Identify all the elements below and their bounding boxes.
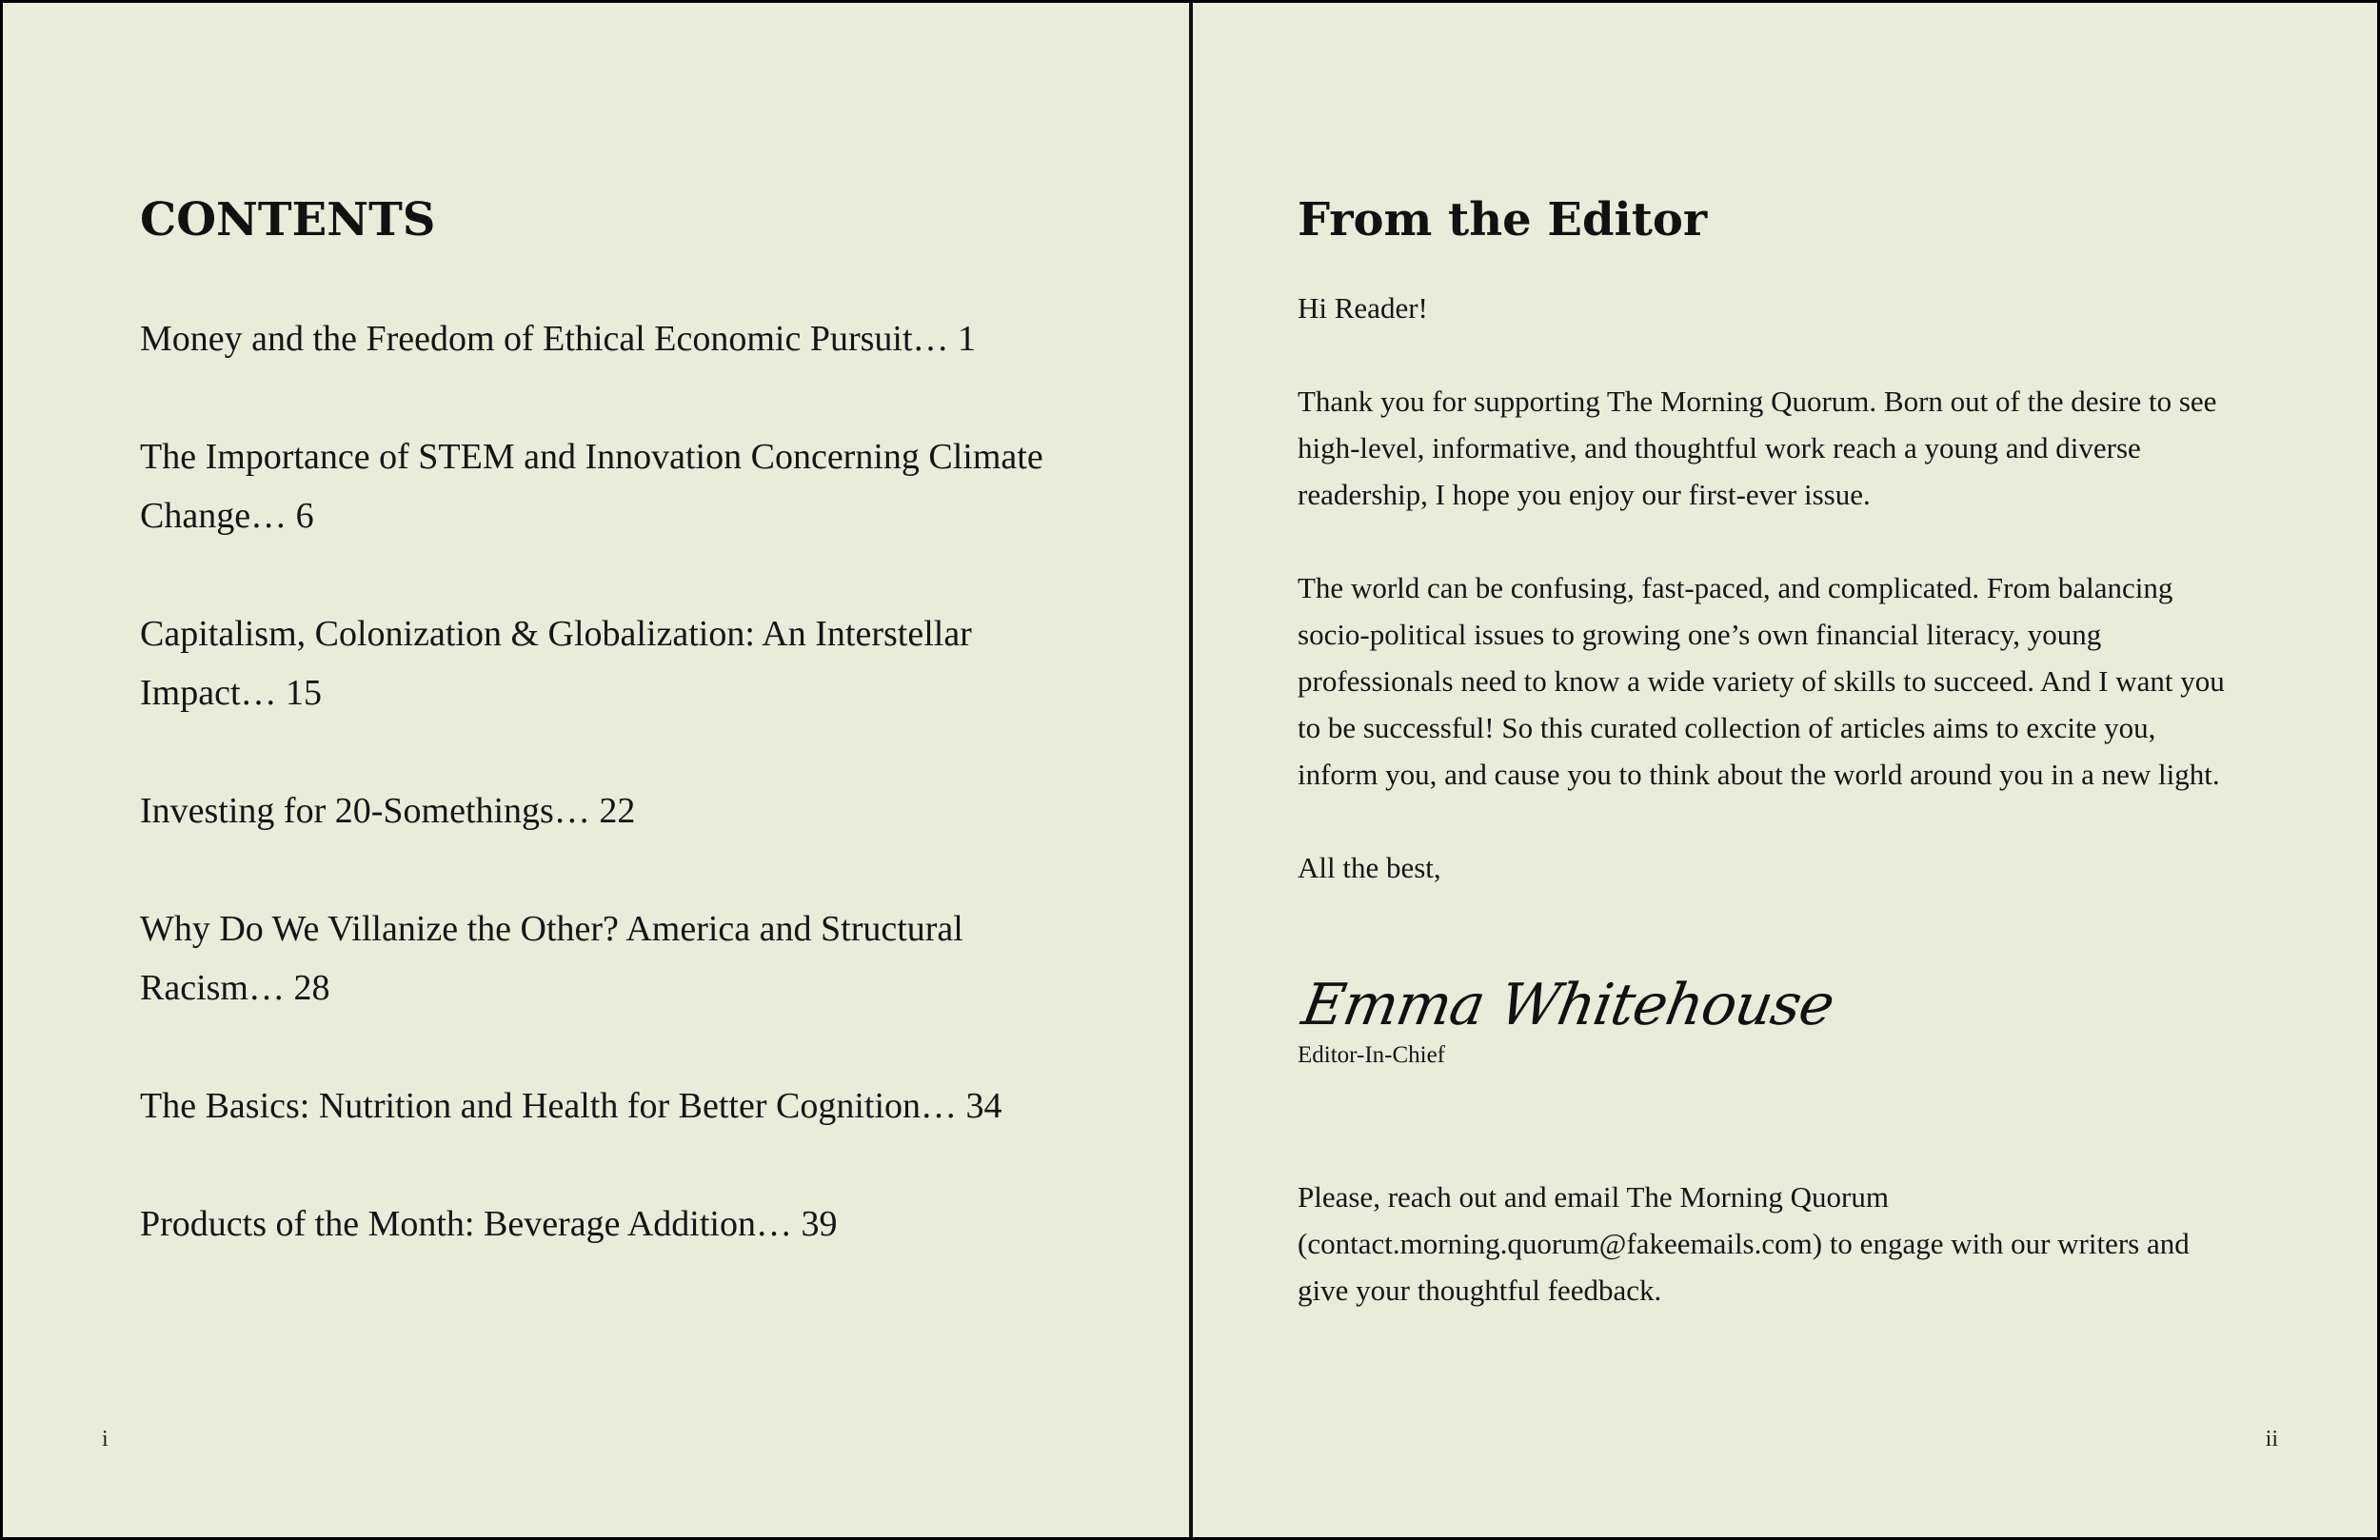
toc-item: Investing for 20-Somethings… 22 <box>140 791 636 831</box>
page-number-right: ii <box>2265 1427 2278 1451</box>
letter-closing: All the best, <box>1298 851 1441 884</box>
table-of-contents <box>140 309 1054 1313</box>
toc-item: Products of the Month: Beverage Addition… 39 <box>140 1204 838 1244</box>
toc-item: Money and the Freedom of Ethical Economic Pursuit… 1 <box>140 319 977 359</box>
contents-page <box>3 3 1189 1537</box>
toc-item: Capitalism, Colonization & Globalization: An Interstellar Impact… 15 <box>140 614 972 713</box>
page-number-left: i <box>102 1427 109 1451</box>
letter-paragraph: Thank you for supporting The Morning Quorum. Born out of the desire to see high-level, informative, and thoughtful work reach a young and diverse readership, I hope you enjoy our first-ever issue. <box>1298 385 2217 511</box>
toc-item: Why Do We Villanize the Other? America and Structural Racism… 28 <box>140 909 963 1008</box>
editor-signature: Emma Whitehouse <box>1297 972 1839 1038</box>
editor-letter <box>1298 285 2231 938</box>
contents-heading: CONTENTS <box>140 193 436 247</box>
editor-heading: From the Editor <box>1298 193 1708 247</box>
signature-role: Editor-In-Chief <box>1298 1042 1446 1068</box>
toc-item: The Importance of STEM and Innovation Concerning Climate Change… 6 <box>140 437 1043 536</box>
toc-item: The Basics: Nutrition and Health for Better Cognition… 34 <box>140 1086 1002 1126</box>
editor-letter-page <box>1193 3 2377 1537</box>
letter-greeting: Hi Reader! <box>1298 291 1428 325</box>
contact-note: Please, reach out and email The Morning Quorum (contact.morning.quorum@fakeemails.com) to engage with our writers and give your thoughtful feedback. <box>1298 1180 2190 1307</box>
letter-paragraph: The world can be confusing, fast-paced, and complicated. From balancing socio-political issues to growing one’s own financial literacy, young professionals need to know a wide variety of skills to succeed. And I want you to be successful! So this curated collection of articles aims to excite you, inform you, and cause you to think about the world around you in a new light. <box>1298 571 2225 791</box>
